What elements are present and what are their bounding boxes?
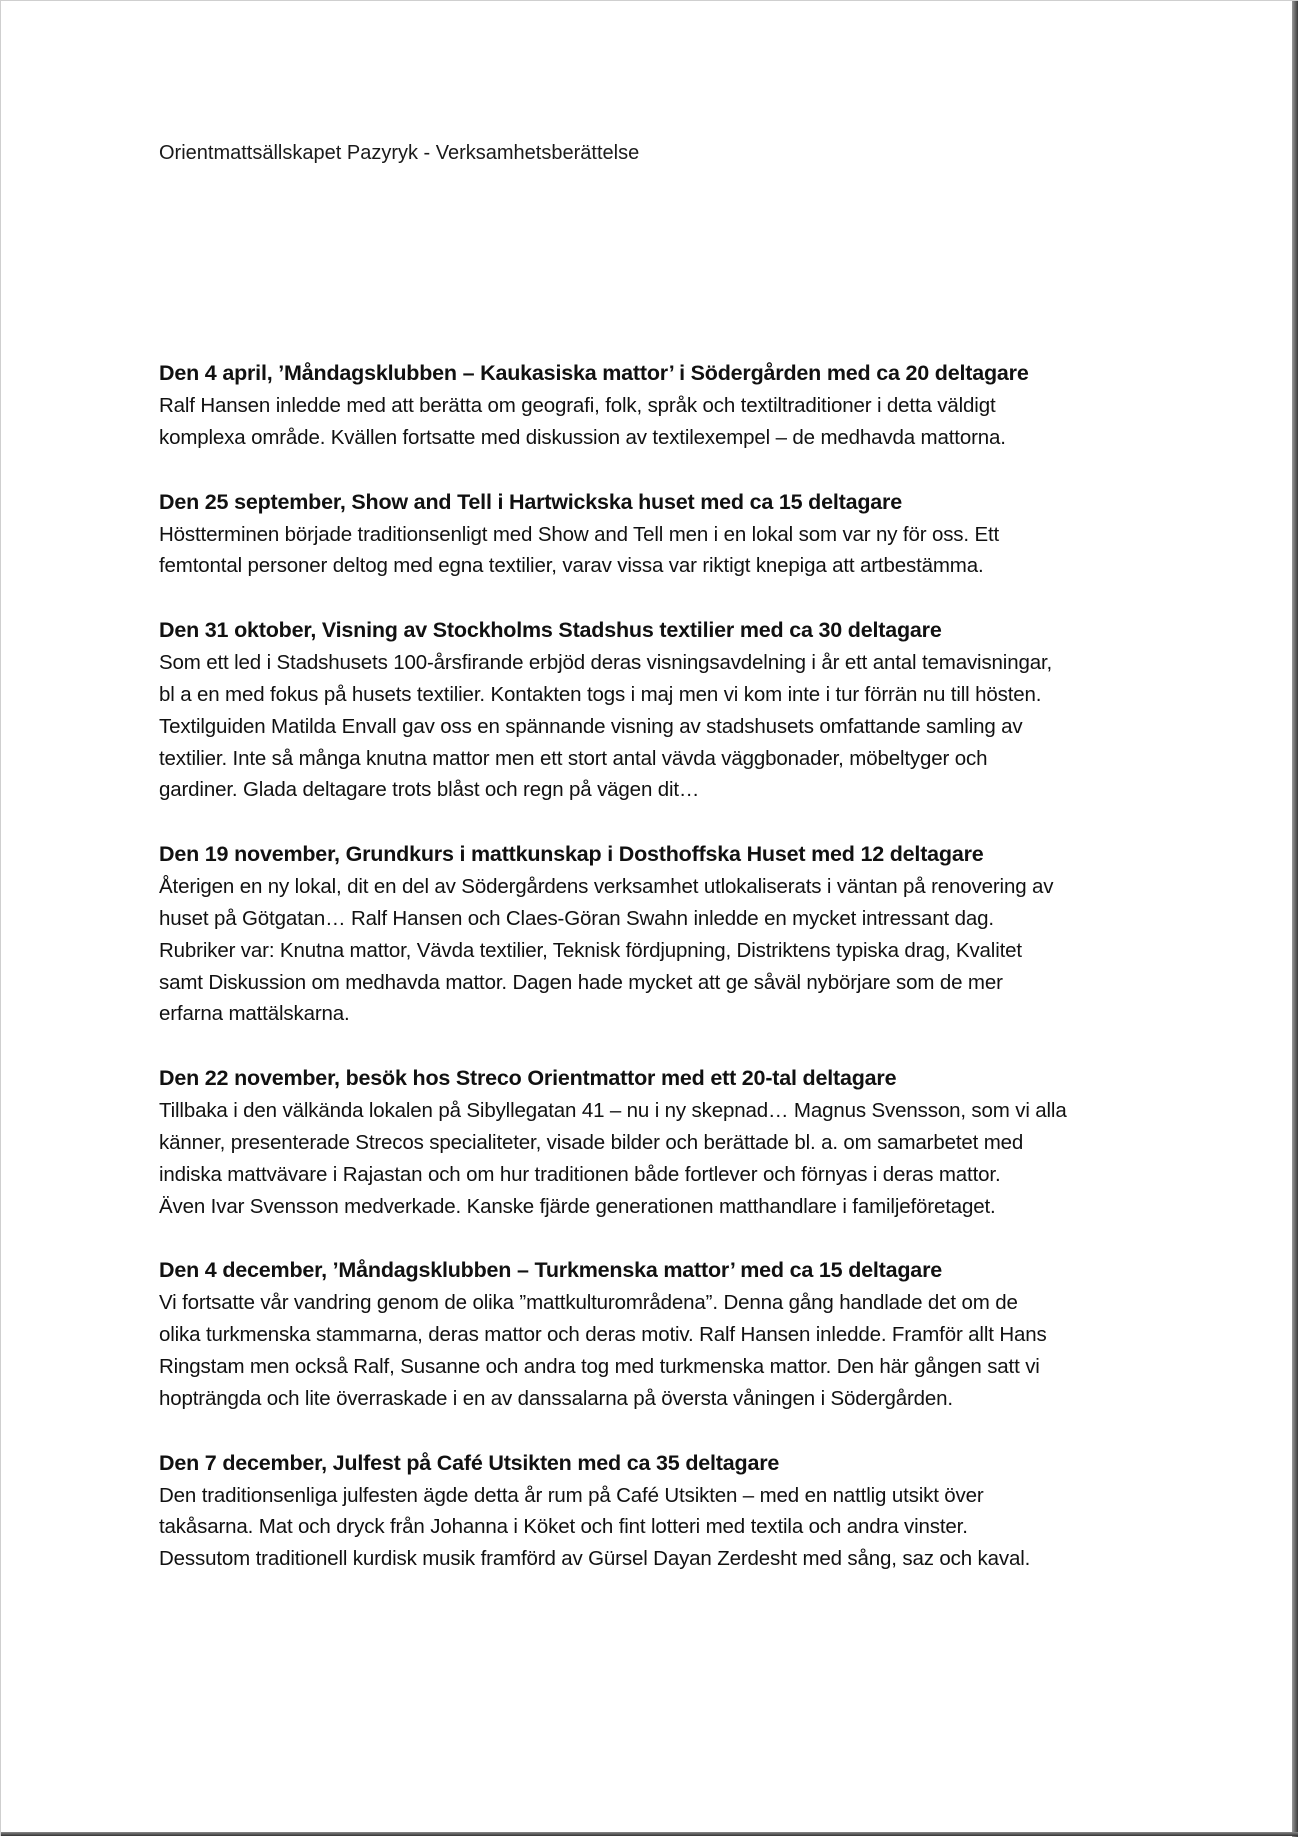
- event-heading: Den 25 september, Show and Tell i Hartwickska huset med ca 15 deltagare: [159, 489, 902, 514]
- text-line: olika turkmenska stammarna, deras mattor och deras motiv. Ralf Hansen inledde. Framför allt Hans: [159, 1323, 1047, 1347]
- text-line: Även Ivar Svensson medverkade. Kanske fjärde generationen matthandlare i familjeföretaget.: [159, 1194, 996, 1218]
- event-entry-3: [159, 614, 1139, 806]
- text-line: erfarna mattälskarna.: [159, 1002, 350, 1026]
- event-entry-5: [159, 1062, 1139, 1222]
- event-heading: Den 7 december, Julfest på Café Utsikten med ca 35 deltagare: [159, 1450, 780, 1475]
- text-line: gardiner. Glada deltagare trots blåst och regn på vägen dit…: [159, 778, 700, 802]
- page-edge-shadow: [1292, 1, 1298, 1837]
- event-heading: Den 4 december, ’Måndagsklubben – Turkmenska mattor’ med ca 15 deltagare: [159, 1258, 942, 1283]
- document-body: [159, 357, 1139, 1607]
- text-line: samt Diskussion om medhavda mattor. Dagen hade mycket att ge såväl nybörjare som de mer: [159, 970, 1003, 994]
- event-description: [159, 1287, 1139, 1414]
- text-line: Tillbaka i den välkända lokalen på Sibyllegatan 41 – nu i ny skepnad… Magnus Svensson, som vi alla: [159, 1099, 1067, 1123]
- event-description: [159, 519, 1139, 583]
- text-line: Höstterminen började traditionsenligt med Show and Tell men i en lokal som var ny för oss. Ett: [159, 522, 1000, 546]
- text-line: huset på Götgatan… Ralf Hansen och Claes-Göran Swahn inledde en mycket intressant dag.: [159, 906, 994, 930]
- text-line: Rubriker var: Knutna mattor, Vävda textilier, Teknisk fördjupning, Distriktens typiska drag, Kvalitet: [159, 938, 1022, 962]
- text-line: indiska mattvävare i Rajastan och om hur traditionen både fortlever och förnyas i deras mattor.: [159, 1162, 1001, 1186]
- text-line: känner, presenterade Strecos specialiteter, visade bilder och berättade bl. a. om samarbetet med: [159, 1130, 1024, 1154]
- text-line: Textilguiden Matilda Envall gav oss en spännande visning av stadshusets omfattande samling av: [159, 714, 1023, 738]
- event-heading: Den 19 november, Grundkurs i mattkunskap i Dosthoffska Huset med 12 deltagare: [159, 842, 984, 867]
- event-heading: Den 4 april, ’Måndagsklubben – Kaukasiska mattor’ i Södergården med ca 20 deltagare: [159, 361, 1029, 385]
- text-line: Återigen en ny lokal, dit en del av Södergårdens verksamhet utlokaliserats i väntan på renovering av: [159, 875, 1054, 899]
- text-line: femtontal personer deltog med egna textilier, varav vissa var riktigt knepiga att artbestämma.: [159, 554, 984, 578]
- event-description: [159, 1480, 1139, 1575]
- text-line: Ringstam men också Ralf, Susanne och andra tog med turkmenska mattor. Den här gången satt vi: [159, 1354, 1040, 1378]
- event-heading: Den 31 oktober, Visning av Stockholms Stadshus textilier med ca 30 deltagare: [159, 618, 942, 643]
- event-description: [159, 390, 1139, 454]
- document-header: Orientmattsällskapet Pazyryk - Verksamhetsberättelse: [159, 142, 640, 164]
- page-edge-shadow: [1, 1832, 1298, 1836]
- text-line: Dessutom traditionell kurdisk musik framförd av Gürsel Dayan Zerdesht med sång, saz och kaval.: [159, 1547, 1031, 1571]
- event-description: [159, 871, 1139, 1030]
- event-description: [159, 1095, 1139, 1222]
- text-line: Vi fortsatte vår vandring genom de olika ”mattkulturområdena”. Denna gång handlade det om de: [159, 1291, 1018, 1315]
- text-line: Som ett led i Stadshusets 100-årsfirande erbjöd deras visningsavdelning i år ett antal temavisningar,: [159, 651, 1053, 675]
- event-entry-4: [159, 838, 1139, 1030]
- event-description: [159, 647, 1139, 806]
- event-entry-2: [159, 486, 1139, 583]
- text-line: textilier. Inte så många knutna mattor men ett stort antal vävda väggbonader, möbeltyger och: [159, 746, 988, 770]
- text-line: takåsarna. Mat och dryck från Johanna i Köket och fint lotteri med textila och andra vinster.: [159, 1515, 968, 1539]
- text-line: hopträngda och lite överraskade i en av danssalarna på översta våningen i Södergården.: [159, 1386, 953, 1410]
- event-entry-6: [159, 1254, 1139, 1414]
- text-line: komplexa område. Kvällen fortsatte med diskussion av textilexempel – de medhavda mattorna.: [159, 425, 1006, 449]
- text-line: bl a en med fokus på husets textilier. Kontakten togs i maj men vi kom inte i tur förrän nu till hösten.: [159, 682, 1042, 706]
- text-line: Ralf Hansen inledde med att berätta om geografi, folk, språk och textiltraditioner i detta väldigt: [159, 394, 996, 417]
- event-heading: Den 22 november, besök hos Streco Orientmattor med ett 20-tal deltagare: [159, 1066, 897, 1091]
- event-entry-7: [159, 1447, 1139, 1575]
- text-line: Den traditionsenliga julfesten ägde detta år rum på Café Utsikten – med en nattlig utsikt över: [159, 1483, 984, 1507]
- event-entry-1: [159, 357, 1139, 454]
